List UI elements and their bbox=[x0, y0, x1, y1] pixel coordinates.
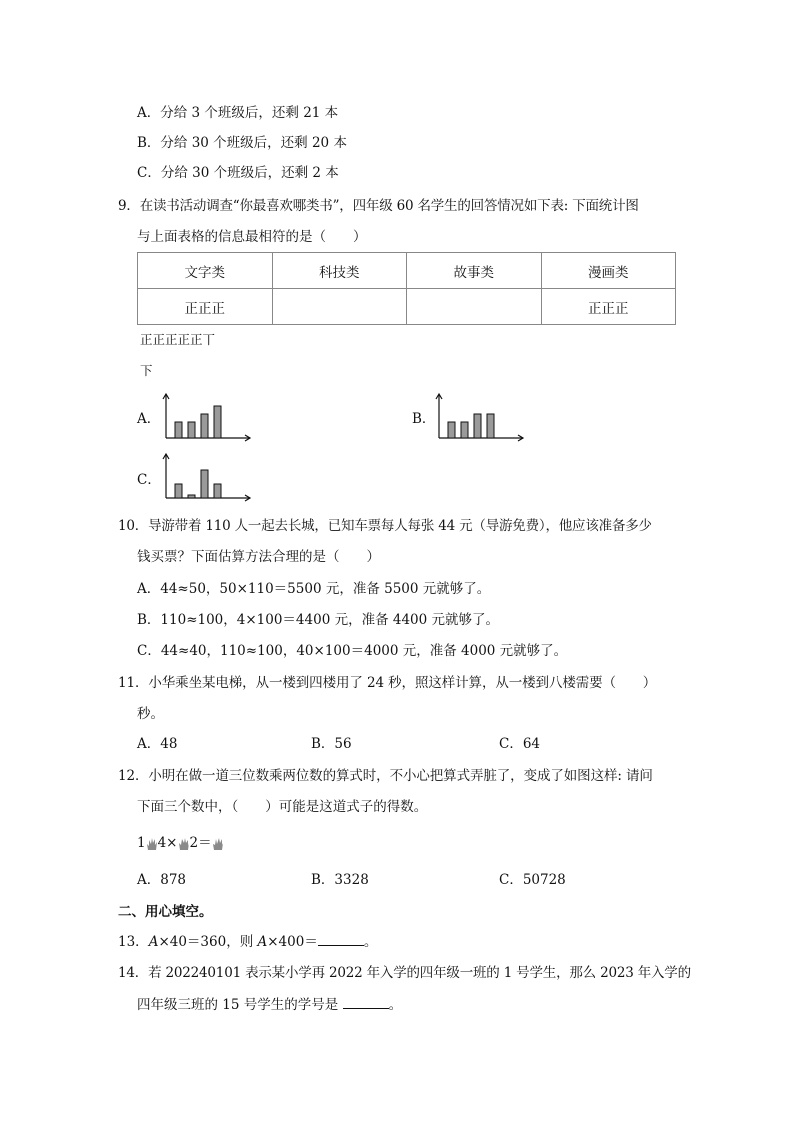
table-cell: 正正正 bbox=[138, 289, 273, 325]
smudge-icon bbox=[146, 837, 158, 851]
q12-option-a: A．878 bbox=[137, 872, 187, 888]
q9-tally-table bbox=[137, 252, 676, 325]
table-cell bbox=[272, 289, 407, 325]
q13-var-a: A bbox=[148, 934, 159, 950]
answer-blank[interactable] bbox=[318, 933, 364, 946]
q14-stem-line1: 14．若 202240101 表示某小学再 2022 年入学的四年级一班的 1 号学生，那么 2023 年入学的 bbox=[118, 965, 691, 981]
q11-stem-line2: 秒。 bbox=[137, 706, 164, 722]
q13-line bbox=[118, 933, 377, 951]
chart-bar bbox=[188, 495, 195, 498]
q9-tally-overflow-2: 下 bbox=[140, 363, 153, 378]
answer-blank[interactable] bbox=[343, 996, 389, 1009]
q11-stem-line1: 11．小华乘坐某电梯，从一楼到四楼用了 24 秒，照这样计算，从一楼到八楼需要（ ） bbox=[118, 675, 657, 691]
section-2-title: 二、用心填空。 bbox=[118, 904, 213, 920]
table-header-row bbox=[138, 253, 676, 289]
q10-stem-line2: 钱买票？下面估算方法合理的是（ ） bbox=[137, 549, 380, 565]
expr-digit: 1 bbox=[137, 835, 146, 851]
table-cell bbox=[407, 289, 542, 325]
q14-end: 。 bbox=[388, 997, 403, 1013]
table-header-cell: 科技类 bbox=[272, 253, 407, 289]
chart-b-svg bbox=[435, 390, 525, 442]
table-header-cell: 故事类 bbox=[407, 253, 542, 289]
q9-stem-line2: 与上面表格的信息最相符的是（ ） bbox=[137, 229, 367, 245]
chart-bar bbox=[461, 422, 468, 438]
table-header-cell: 漫画类 bbox=[541, 253, 676, 289]
chart-bar bbox=[448, 422, 455, 438]
expr-part: 4× bbox=[157, 835, 178, 851]
chart-bar bbox=[175, 484, 182, 498]
q13-text-1: ×40＝360，则 bbox=[158, 934, 258, 950]
q9-stem-line1: 9．在读书活动调查“你最喜欢哪类书”，四年级 60 名学生的回答情况如下表: 下面统计图 bbox=[118, 198, 639, 214]
expr-part: 2＝ bbox=[189, 835, 212, 851]
table-header-cell: 文字类 bbox=[138, 253, 273, 289]
q8-option-c: C．分给 30 个班级后，还剩 2 本 bbox=[137, 165, 339, 181]
chart-bar bbox=[175, 422, 182, 438]
q10-option-a: A．44≈50，50×110＝5500 元，准备 5500 元就够了。 bbox=[137, 581, 491, 597]
q13-end: 。 bbox=[363, 934, 378, 950]
chart-a-svg bbox=[162, 390, 252, 442]
chart-bar bbox=[487, 414, 494, 438]
q13-var-a: A bbox=[257, 934, 268, 950]
smudge-icon bbox=[212, 837, 224, 851]
table-row bbox=[138, 289, 676, 325]
table-cell: 正正正 bbox=[541, 289, 676, 325]
q11-option-a: A．48 bbox=[137, 736, 178, 752]
q8-option-b: B．分给 30 个班级后，还剩 20 本 bbox=[137, 135, 347, 151]
q11-option-b: B．56 bbox=[311, 736, 352, 752]
q13-prefix: 13． bbox=[118, 934, 149, 950]
q9-option-b-label: B． bbox=[412, 411, 436, 427]
q12-stem-line2: 下面三个数中，（ ）可能是这道式子的得数。 bbox=[137, 799, 428, 815]
q11-option-c: C．64 bbox=[499, 736, 541, 752]
q9-chart-a bbox=[162, 390, 252, 442]
smudge-icon bbox=[178, 837, 190, 851]
chart-bar bbox=[214, 406, 221, 438]
chart-bar bbox=[201, 414, 208, 438]
chart-bar bbox=[188, 422, 195, 438]
q14-line2-text: 四年级三班的 15 号学生的学号是 bbox=[137, 997, 343, 1013]
q12-stem-line1: 12．小明在做一道三位数乘两位数的算式时，不小心把算式弄脏了，变成了如图这样: 请问 bbox=[118, 768, 653, 784]
q12-option-c: C．50728 bbox=[499, 872, 566, 888]
q10-option-c: C．44≈40，110≈100，40×100＝4000 元，准备 4000 元就够了。 bbox=[137, 643, 568, 659]
q14-stem-line2 bbox=[137, 996, 402, 1014]
q9-chart-b bbox=[435, 390, 525, 442]
q13-text-2: ×400＝ bbox=[267, 934, 318, 950]
q12-option-b: B．3328 bbox=[311, 872, 369, 888]
q9-tally-overflow-1: 正正正正正丅 bbox=[140, 332, 216, 347]
q8-option-a: A．分给 3 个班级后，还剩 21 本 bbox=[137, 105, 339, 121]
q10-option-b: B．110≈100，4×100＝4400 元，准备 4400 元就够了。 bbox=[137, 612, 500, 628]
q12-smudged-expression bbox=[137, 834, 224, 852]
chart-bar bbox=[474, 414, 481, 438]
chart-c-svg bbox=[162, 450, 252, 502]
q10-stem-line1: 10．导游带着 110 人一起去长城，已知车票每人每张 44 元（导游免费），他应该准备多少 bbox=[118, 518, 652, 534]
q9-option-a-label: A． bbox=[137, 411, 161, 427]
q9-option-c-label: C． bbox=[137, 472, 161, 488]
chart-bar bbox=[201, 470, 208, 498]
q9-chart-c bbox=[162, 450, 252, 502]
chart-bar bbox=[214, 484, 221, 498]
